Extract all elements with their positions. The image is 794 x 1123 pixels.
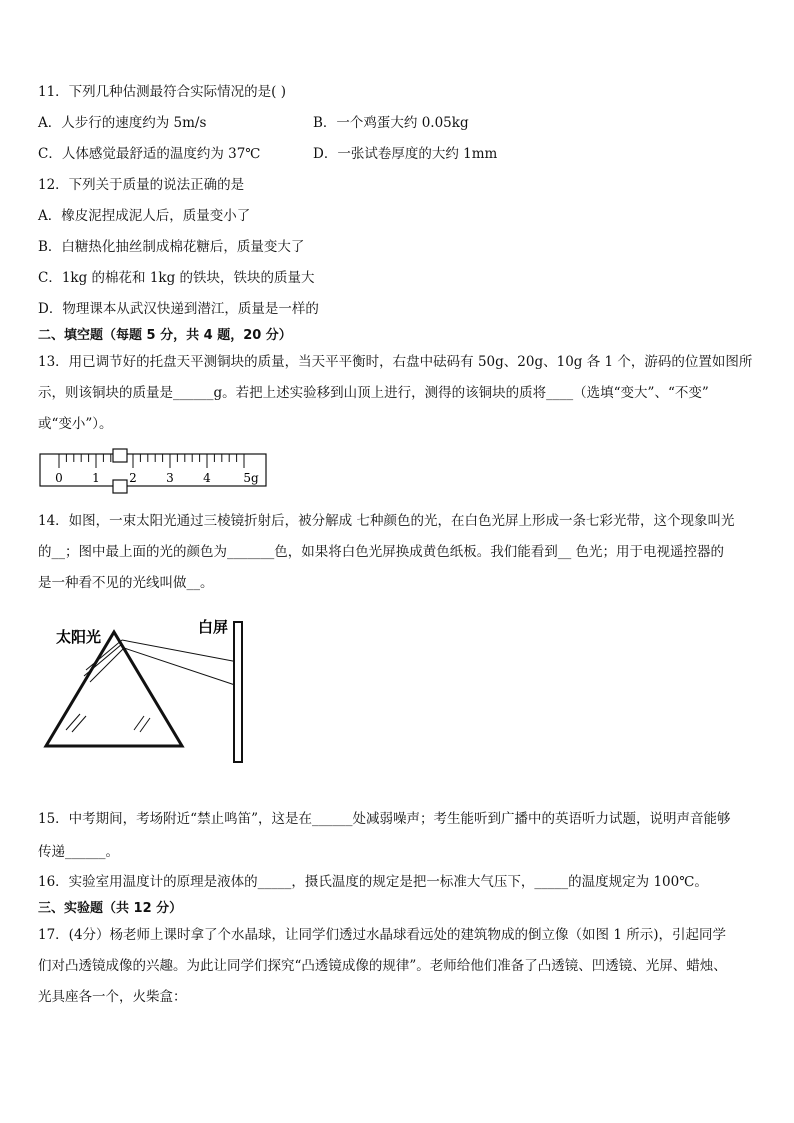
q17-line-1: 17．(4分）杨老师上课时拿了个水晶球，让同学们透过水晶球看远处的建筑物成的倒立像（如图 1 所示)，引起同学 [38, 927, 726, 943]
q13-line-3: 或“变小”）。 [38, 416, 113, 432]
q13-line-1: 13．用已调节好的托盘天平测铜块的质量，当天平平衡时，右盘中砝码有 50g、20g、10g 各 1 个，游码的位置如图所 [38, 354, 753, 370]
white-screen-label: 白屏 [198, 618, 229, 636]
glass-hatch-marks [66, 714, 150, 732]
dispersed-rays [122, 640, 238, 686]
q12-option-b: B．白糖热化抽丝制成棉花糖后，质量变大了 [38, 239, 305, 255]
q11-option-d: D．一张试卷厚度的大约 1mm [313, 146, 498, 162]
q12-option-a: A．橡皮泥捏成泥人后，质量变小了 [38, 208, 251, 224]
ruler-label-5g: 5g [243, 471, 259, 485]
q14-line-3: 是一种看不见的光线叫做__。 [38, 575, 214, 591]
section-heading-experiment: 三、实验题（共 12 分） [38, 901, 183, 916]
q17-line-2: 们对凸透镜成像的兴趣。为此让同学们探究“凸透镜成像的规律”。老师给他们准备了凸透镜、凹透镜、光屏、蜡烛、 [38, 958, 727, 974]
q14-line-1: 14．如图，一束太阳光通过三棱镜折射后，被分解成 七种颜色的光，在白色光屏上形成一条七彩光带，这个现象叫光 [38, 513, 735, 529]
q13-line-2: 示，则该铜块的质量是______g。若把上述实验移到山顶上进行，测得的该铜块的质将____（选填“变大”、“不变” [38, 385, 709, 401]
ruler-label-3: 3 [166, 471, 174, 485]
q11-option-c: C．人体感觉最舒适的温度约为 37℃ [38, 146, 261, 162]
q12-stem: 12．下列关于质量的说法正确的是 [38, 177, 245, 193]
q11-stem: 11．下列几种估测最符合实际情况的是( ) [38, 84, 287, 100]
ruler-label-4: 4 [203, 471, 211, 485]
sunlight-label: 太阳光 [56, 628, 102, 646]
rider-bottom [113, 480, 127, 493]
q11-option-b: B．一个鸡蛋大约 0.05kg [313, 115, 469, 131]
q11-option-a: A．人步行的速度约为 5m/s [38, 115, 207, 131]
ruler-label-1: 1 [92, 471, 100, 485]
ruler-label-2: 2 [129, 471, 137, 485]
section-heading-fill-in: 二、填空题（每题 5 分，共 4 题，20 分） [38, 328, 292, 343]
q16-line-1: 16．实验室用温度计的原理是液体的_____，摄氏温度的规定是把一标准大气压下，_____的温度规定为 100℃。 [38, 874, 708, 890]
white-screen [234, 622, 242, 762]
q17-line-3: 光具座各一个，火柴盒： [38, 989, 187, 1005]
q15-line-2: 传递______。 [38, 844, 119, 860]
rider-top [113, 449, 127, 462]
ruler-label-0: 0 [55, 471, 63, 485]
balance-ruler-figure [38, 448, 270, 494]
q15-line-1: 15．中考期间，考场附近“禁止鸣笛”，这是在______处减弱噪声；考生能听到广播中的英语听力试题，说明声音能够 [38, 811, 731, 827]
q12-option-c: C．1kg 的棉花和 1kg 的铁块，铁块的质量大 [38, 270, 315, 286]
q14-line-2: 的__；图中最上面的光的颜色为_______色，如果将白色光屏换成黄色纸板。我们能看到__ 色光；用于电视遥控器的 [38, 544, 725, 560]
q12-option-d: D．物理课本从武汉快递到潜江，质量是一样的 [38, 301, 319, 317]
prism-figure [40, 612, 260, 772]
